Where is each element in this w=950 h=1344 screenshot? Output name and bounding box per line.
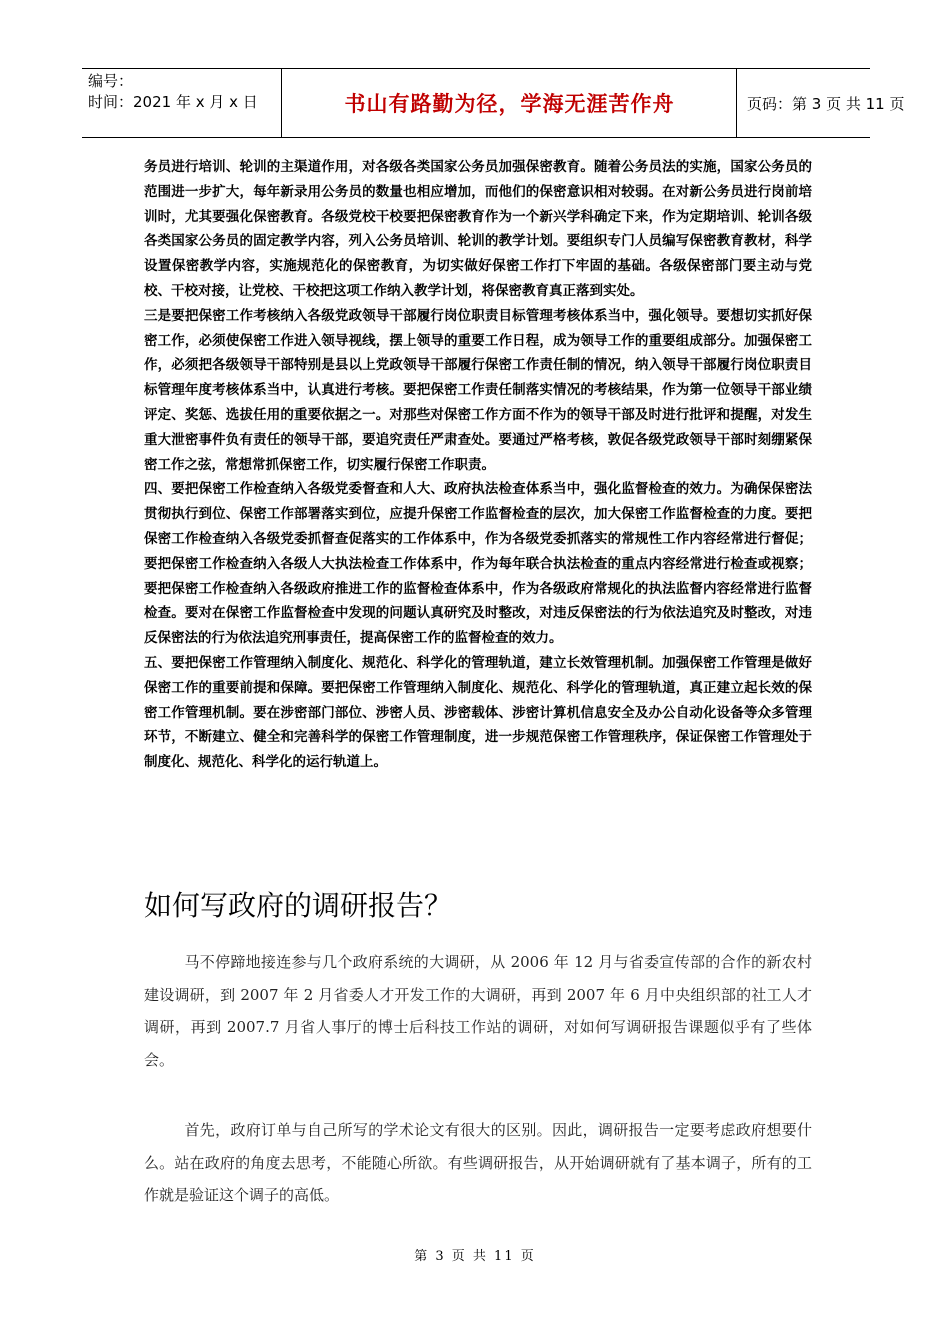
- article-paragraph-text: 马不停蹄地接连参与几个政府系统的大调研，从 2006 年 12 月与省委宣传部的合作的新农村建设调研，到 2007 年 2 月省委人才开发工作的大调研，再到 2007 年 6 月中央组织部的社工人才调研，再到 2007.7 月省人事厅的博士后科技工作站的调研，对如何写调研报告课题似乎有了些体会。: [144, 953, 812, 1069]
- body-paragraph: 三是要把保密工作考核纳入各级党政领导干部履行岗位职责目标管理考核体系当中，强化领导。要想切实抓好保密工作，必须使保密工作进入领导视线，摆上领导的重要工作日程，成为领导工作的重要组成部分。加强保密工作，必须把各级领导干部特别是县以上党政领导干部履行保密工作责任制的情况，纳入领导干部履行岗位职责目标管理年度考核体系当中，认真进行考核。要把保密工作责任制落实情况的考核结果，作为第一位领导干部业绩评定、奖惩、选拔任用的重要依据之一。对那些对保密工作方面不作为的领导干部及时进行批评和提醒，对发生重大泄密事件负有责任的领导干部，要追究责任严肃查处。要通过严格考核，敦促各级党政领导干部时刻绷紧保密工作之弦，常想常抓保密工作，切实履行保密工作职责。: [144, 307, 812, 473]
- page-footer: 第 3 页 共 11 页: [414, 1249, 536, 1264]
- article-paragraph-text: 首先，政府订单与自己所写的学术论文有很大的区别。因此，调研报告一定要考虑政府想要什么。站在政府的角度去思考，不能随心所欲。有些调研报告，从开始调研就有了基本调子，所有的工作就是验证这个调子的高低。: [144, 1121, 812, 1204]
- body-paragraph: 务员进行培训、轮训的主渠道作用，对各级各类国家公务员加强保密教育。随着公务员法的实施，国家公务员的范围进一步扩大，每年新录用公务员的数量也相应增加，而他们的保密意识相对较弱。在对新公务员进行岗前培训时，尤其要强化保密教育。各级党校干校要把保密教育作为一个新兴学科确定下来，作为定期培训、轮训各级各类国家公务员的固定教学内容，列入公务员培训、轮训的教学计划。要组织专门人员编写保密教育教材，科学设置保密教学内容，实施规范化的保密教育，为切实做好保密工作打下牢固的基础。各级保密部门要主动与党校、干校对接，让党校、干校把这项工作纳入教学计划，将保密教育真正落到实处。: [144, 159, 812, 299]
- body-paragraph: 四、要把保密工作检查纳入各级党委督查和人大、政府执法检查体系当中，强化监督检查的效力。为确保保密法贯彻执行到位、保密工作部署落实到位，应提升保密工作监督检查的层次，加大保密工作监督检查的力度。要把保密工作检查纳入各级党委抓督查促落实的工作体系中，作为各级党委抓落实的常规性工作内容经常进行督促；要把保密工作检查纳入各级人大执法检查工作体系中，作为每年联合执法检查的重点内容经常进行检查或视察；要把保密工作检查纳入各级政府推进工作的监督检查体系中，作为各级政府常规化的执法监督内容经常进行监督检查。要对在保密工作监督检查中发现的问题认真研究及时整改，对违反保密法的行为依法追究及时整改，对违反保密法的行为依法追究刑事责任，提高保密工作的监督检查的效力。: [144, 481, 812, 647]
- body-text: [144, 155, 812, 775]
- number-label: 编号：: [88, 72, 134, 90]
- header-motto: 书山有路勤为径，学海无涯苦作舟: [283, 69, 737, 137]
- article-paragraph: [144, 1114, 812, 1212]
- header-page-label: 页码：第 3 页 共 11 页: [747, 94, 905, 113]
- body-paragraph: 五、要把保密工作管理纳入制度化、规范化、科学化的管理轨道，建立长效管理机制。加强保密工作管理是做好保密工作的重要前提和保障。要把保密工作管理纳入制度化、规范化、科学化的管理轨道，真正建立起长效的保密工作管理机制。要在涉密部门部位、涉密人员、涉密载体、涉密计算机信息安全及办公自动化设备等众多管理环节，不断建立、健全和完善科学的保密工作管理制度，进一步规范保密工作管理秩序，保证保密工作管理处于制度化、规范化、科学化的运行轨道上。: [144, 654, 812, 771]
- header-info: [82, 69, 282, 137]
- time-label: 时间：2021 年 x 月 x 日: [88, 93, 258, 111]
- article-title: 如何写政府的调研报告？: [144, 889, 453, 922]
- article-paragraph: [144, 946, 812, 1076]
- header-table: [82, 68, 905, 138]
